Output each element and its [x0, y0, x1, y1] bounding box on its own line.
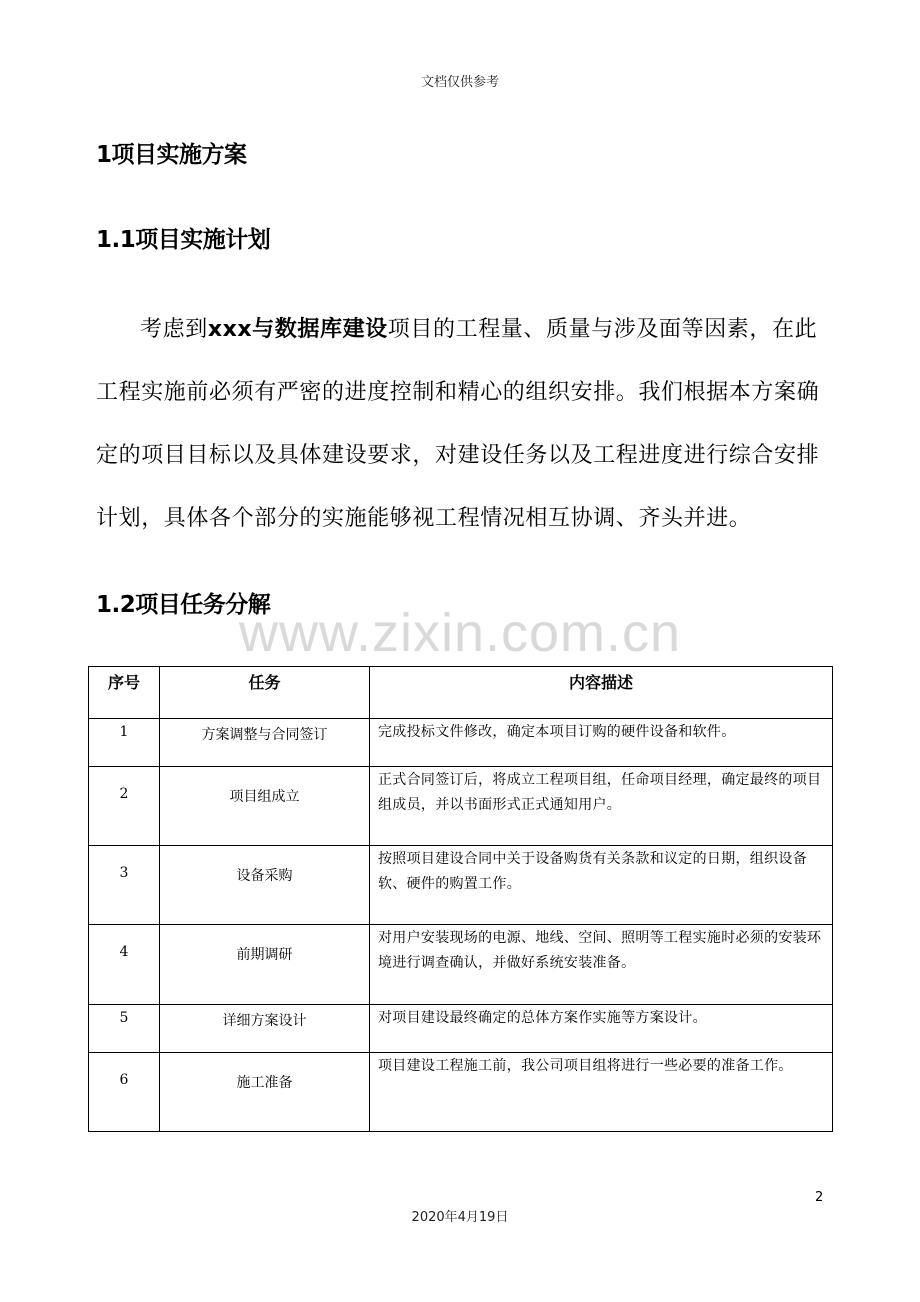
row-number: 3: [89, 846, 160, 925]
heading-1-1: 1.1项目实施计划: [96, 227, 271, 253]
row-task: 项目组成立: [160, 767, 370, 846]
row-number: 5: [89, 1005, 160, 1053]
row-task: 前期调研: [160, 925, 370, 1005]
table-row: [89, 1053, 833, 1132]
column-header-no: 序号: [89, 667, 160, 719]
table-row: [89, 925, 833, 1005]
heading-1: 1项目实施方案: [96, 142, 247, 168]
table-row: [89, 1005, 833, 1053]
row-number: 6: [89, 1053, 160, 1132]
footer-date: 2020年4月19日: [411, 1210, 509, 1225]
page-number: 2: [815, 1190, 824, 1205]
row-task: 详细方案设计: [160, 1005, 370, 1053]
paragraph-text-start: 考虑到: [140, 317, 208, 342]
row-description: 正式合同签订后，将成立工程项目组，任命项目经理，确定最终的项目组成员，并以书面形式正式通知用户。: [370, 767, 833, 846]
heading-1-2: 1.2项目任务分解: [96, 592, 271, 618]
row-number: 2: [89, 767, 160, 846]
table-row: [89, 846, 833, 925]
row-description: 项目建设工程施工前，我公司项目组将进行一些必要的准备工作。: [370, 1053, 833, 1132]
row-description: 完成投标文件修改，确定本项目订购的硬件设备和软件。: [370, 719, 833, 767]
task-breakdown-table: [88, 666, 833, 1132]
row-task: 施工准备: [160, 1053, 370, 1132]
paragraph-text-rest: 项目的工程量、质量与涉及面等因素，在此工程实施前必须有严密的进度控制和精心的组织安排。我们根据本方案确定的项目目标以及具体建设要求，对建设任务以及工程进度进行综合安排计划，具体各个部分的实施能够视工程情况相互协调、齐头并进。: [96, 317, 820, 531]
table-row: [89, 767, 833, 846]
column-header-description: 内容描述: [370, 667, 833, 719]
row-task: 方案调整与合同签订: [160, 719, 370, 767]
table-header-row: [89, 667, 833, 719]
body-paragraph: [96, 298, 832, 550]
page-header: 文档仅供参考: [420, 75, 499, 90]
row-task: 设备采购: [160, 846, 370, 925]
row-description: 对用户安装现场的电源、地线、空间、照明等工程实施时必须的安装环境进行调查确认，并做好系统安装准备。: [370, 925, 833, 1005]
row-number: 4: [89, 925, 160, 1005]
paragraph-bold-project-name: xxx与数据库建设: [207, 317, 388, 342]
row-number: 1: [89, 719, 160, 767]
row-description: 按照项目建设合同中关于设备购货有关条款和议定的日期，组织设备软、硬件的购置工作。: [370, 846, 833, 925]
table-row: [89, 719, 833, 767]
watermark: www.zixin.com.cn: [238, 603, 682, 663]
column-header-task: 任务: [160, 667, 370, 719]
row-description: 对项目建设最终确定的总体方案作实施等方案设计。: [370, 1005, 833, 1053]
